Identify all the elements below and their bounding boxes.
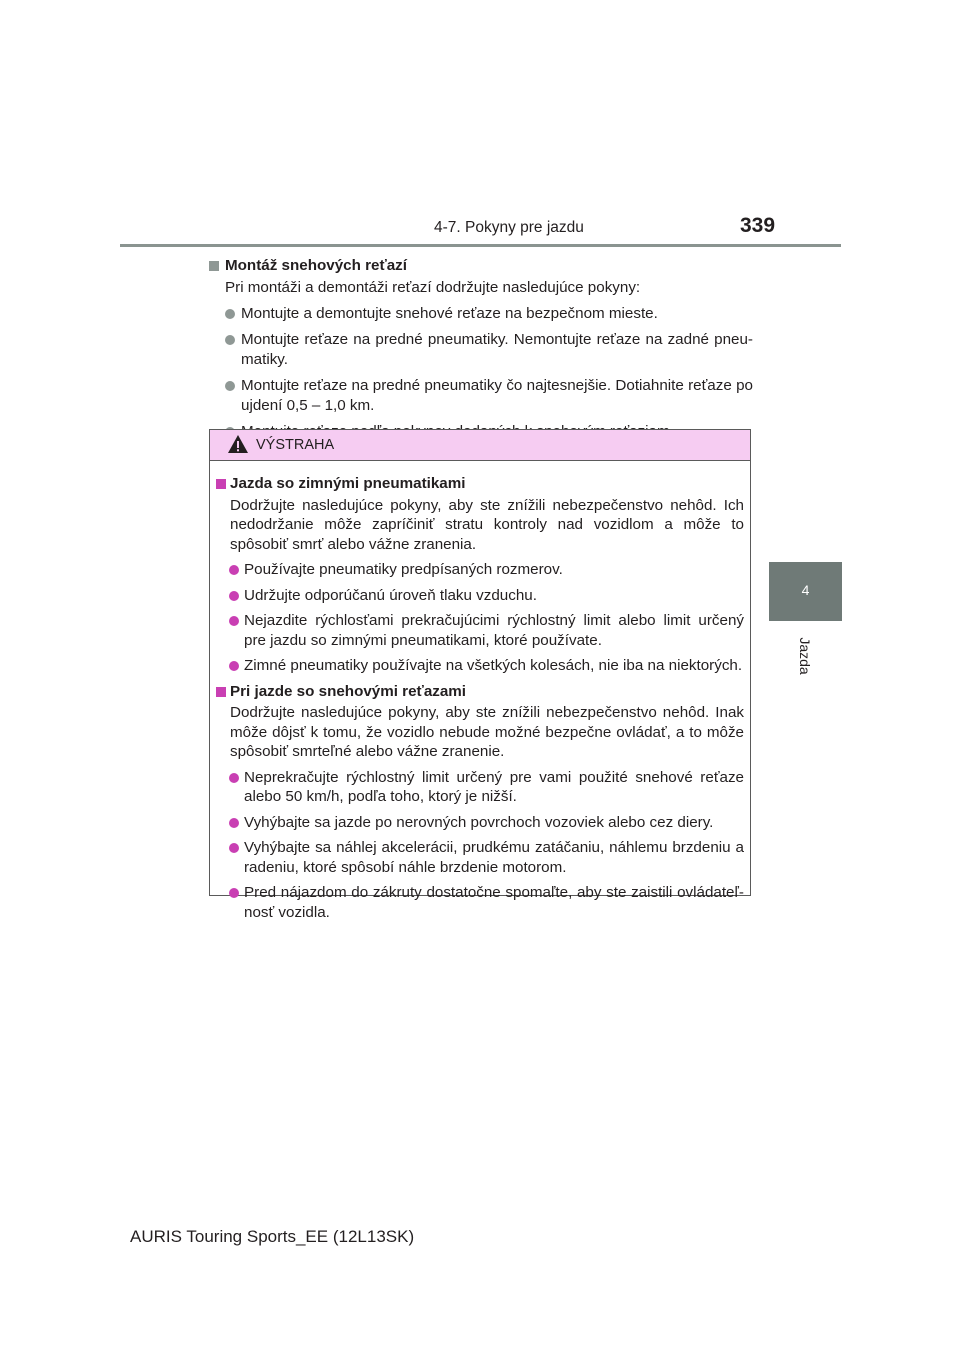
list-item: Montujte reťaze na predné pneumatiky čo najtesnejšie. Dotiahnite reťaze po ujdení 0,5 – 1,0 km. [209,376,753,416]
chapter-tab-label: Jazda [797,637,813,675]
list-item: Nejazdite rýchlosťami prekračujúcimi rýchlostný limit alebo limit určený pre jazdu so zimnými pneumatikami, ktoré používate. [216,611,744,650]
main-section [209,256,753,448]
warning-body [210,461,750,922]
page-number: 339 [740,214,776,237]
square-bullet-icon [216,479,226,489]
header-divider [120,244,841,247]
warning-section-intro: Dodržujte nasledujúce pokyny, aby ste znížili nebezpečenstvo nehôd. Inak môže dôjsť k tomu, že vozidlo nebude možné bezpečne ovládať, a to môže spôsobiť smrteľné alebo vážne zranenie. [230,704,744,760]
chapter-tab: 4 [769,562,842,621]
square-bullet-icon [209,261,219,271]
square-bullet-icon [216,687,226,697]
bullet-dot-icon [229,818,239,828]
list-item: Zimné pneumatiky používajte na všetkých kolesách, nie iba na niektorých. [216,656,744,676]
list-item: Montujte a demontujte snehové reťaze na bezpečnom mieste. [209,304,753,324]
section-heading [209,256,753,276]
bullet-dot-icon [229,888,239,898]
warning-header [210,430,750,461]
bullet-dot-icon [229,616,239,626]
warning-title: VÝSTRAHA [256,437,335,453]
list-item: Pred nájazdom do zákruty dostatočne spomaľte, aby ste zaistili ovládateľ-nosť vozidla. [216,883,744,922]
bullet-dot-icon [229,773,239,783]
warning-section-intro: Dodržujte nasledujúce pokyny, aby ste znížili nebezpečenstvo nehôd. Ich nedodržanie môže zapríčiniť stratu kontroly nad vozidlom a môže to spôsobiť smrť alebo vážne zranenia. [230,496,744,553]
warning-triangle-icon [227,434,249,454]
bullet-dot-icon [229,843,239,853]
list-item: Používajte pneumatiky predpísaných rozmerov. [216,560,744,580]
list-item: Montujte reťaze na predné pneumatiky. Nemontujte reťaze na zadné pneu-matiky. [209,330,753,370]
section-heading-text: Montáž snehových reťazí [225,257,407,274]
bullet-dot-icon [229,661,239,671]
list-item: Vyhýbajte sa jazde po nerovných povrchoch vozoviek alebo cez diery. [216,813,744,833]
bullet-dot-icon [229,591,239,601]
section-intro: Pri montáži a demontáži reťazí dodržujte nasledujúce pokyny: [225,279,641,296]
list-item: Udržujte odporúčanú úroveň tlaku vzduchu. [216,586,744,606]
header-section-title: 4-7. Pokyny pre jazdu [434,219,584,236]
warning-section-heading: Jazda so zimnými pneumatikami [216,474,744,494]
list-item: Neprekračujte rýchlostný limit určený pre vami použité snehové reťaze alebo 50 km/h, podľa toho, ktorý je nižší. [216,768,744,807]
warning-section-heading: Pri jazde so snehovými reťazami [216,682,744,702]
bullet-dot-icon [225,381,235,391]
footer-model: AURIS Touring Sports_EE (12L13SK) [130,1227,415,1246]
bullet-dot-icon [225,335,235,345]
warning-box [209,429,751,921]
bullet-dot-icon [229,565,239,575]
list-item: Vyhýbajte sa náhlej akcelerácii, prudkému zatáčaniu, náhlemu brzdeniu a radeniu, ktoré spôsobí náhle brzdenie motorom. [216,838,744,877]
bullet-dot-icon [225,309,235,319]
